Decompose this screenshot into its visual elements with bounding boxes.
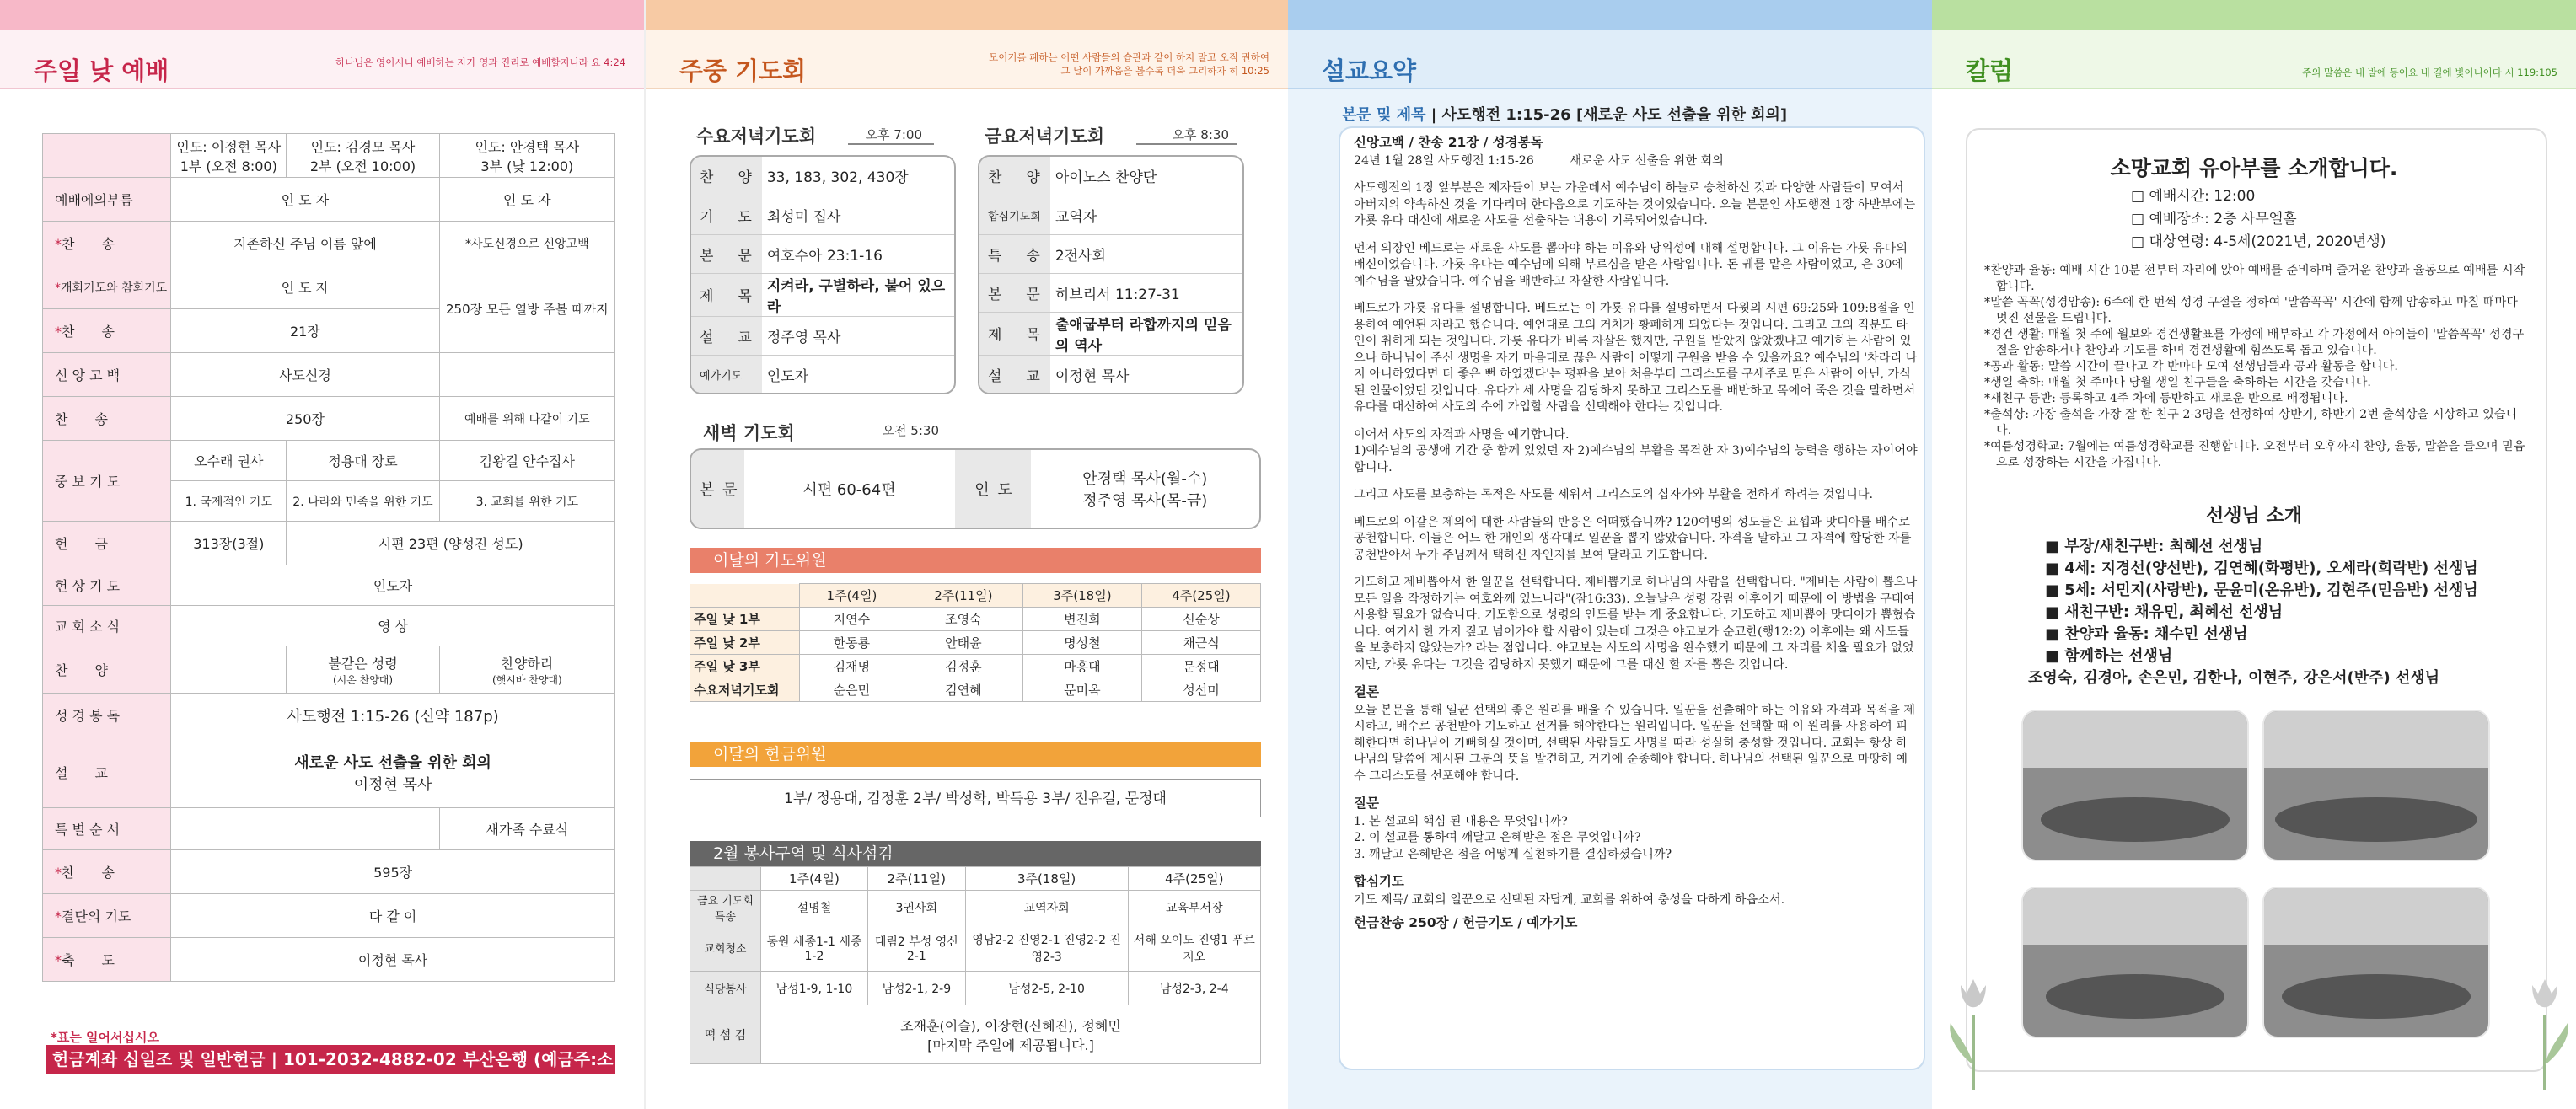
cell: 인 도 자 [171, 178, 439, 222]
table-row [979, 355, 1242, 394]
cell [287, 646, 439, 694]
cell-value: 최성미 집사 [762, 196, 954, 234]
rule [1136, 143, 1237, 145]
cell: 안태윤 [904, 631, 1022, 655]
top-strip [0, 0, 644, 30]
panel-header [0, 30, 644, 89]
table-row [690, 608, 1261, 631]
cell-key: 설 교 [979, 355, 1050, 394]
label-text: 결단의 기도 [62, 908, 131, 924]
teacher-line: ■ 함께하는 선생님 [2045, 647, 2173, 665]
cell: 250장 [171, 397, 439, 441]
cell: *사도신경으로 신앙고백 [439, 222, 614, 265]
cell-value: 인도자 [766, 367, 809, 385]
cell: 한동룡 [800, 631, 904, 655]
paragraph: 베드로의 이같은 제의에 대한 사람들의 반응은 어떠했습니까? 120여명의 성도들은 요셉과 맛디아를 배수로 공천합니다. 이들은 어느 한 개인의 생각대로 일꾼을 뽑지 않았습니다. 자격을 말하고 그 자격에 합당한 자를 공천받아서 누가 주님께서 택하신 자인지를 보여 달라고 기도합니다. [1354, 515, 1912, 562]
panel-title: 주중 기도회 [679, 56, 807, 85]
row-label: *결단의 기도 [43, 894, 171, 938]
cell-key: 제 목 [691, 273, 762, 316]
table-row [690, 891, 1261, 924]
row-label: *개회기도와 참회기도 [43, 265, 171, 309]
summary-paragraphs [1354, 180, 1919, 673]
teacher-line: ■ 4세: 지경선(양선반), 김연혜(화평반), 오세라(희락반) 선생님 [2045, 560, 2478, 577]
leader: 정주영 목사(목-금) [1082, 492, 1208, 510]
row-label: 헌 금 [43, 522, 171, 565]
question: 2. 이 설교를 통하여 깨달고 은혜받은 점은 무엇입니까? [1354, 831, 1641, 844]
photo-kids [2275, 797, 2477, 842]
program-list [1984, 263, 2532, 471]
program-item: *말씀 꼭꼭(성경암송): 6주에 한 번씩 성경 구절을 정하여 '말씀꼭꼭' 시간에 함께 암송하고 마칠 때마다 멋진 선물을 드립니다. [1984, 296, 2518, 325]
leader-2 [287, 134, 439, 178]
leader-name: 인도: 김경모 목사 [310, 138, 416, 155]
worship-order-table [42, 133, 615, 982]
teacher-line: ■ 5세: 서민지(사랑반), 문윤미(온유반), 김현주(믿음반) 선생님 [2045, 581, 2478, 599]
table-row [979, 273, 1242, 312]
table-row [979, 234, 1242, 273]
panel-title: 설교요약 [1322, 56, 1417, 85]
cell-value: 교역자 [1050, 196, 1242, 234]
row-label: 교 회 소 식 [43, 606, 171, 646]
program-item: *경건 생활: 매월 첫 주에 월보와 경건생활표를 가정에 배부하고 각 가정에서 아이들이 '말씀꼭꼭' 성경구절을 암송하거나 찬양과 기도를 하며 경건생활에 힘쓰도록 돕고 있습니다. [1984, 328, 2525, 357]
cell: 250장 모든 열방 주볼 때까지 [439, 265, 614, 353]
cell: 인 도 자 [439, 178, 614, 222]
paragraph: 베드로가 가룟 유다를 설명합니다. 베드로는 이 가룟 유다를 설명하면서 다윗의 시편 69:25와 109:8절을 인용하여 예언된 자라고 했습니다. 예언대로 그의 거처가 황폐하게 되었다는 것입니다. 그리고 그의 직분도 타인이 취하게 되는 것입니다. 가룟 유다가 비록 자살은 했지만, 구원을 받았지 않았겠냐고 예기하는 사람이 있으나 하나님이 주신 생명을 자기 마음대로 끊은 사람이 어떻게 구원을 받을 수 있을까요? 예수님의 '차라리 나지 아니하였다면 더 좋은 뻔 하였겠다'는 평판을 보아 처음부터 그리스도를 구세주로 믿은 사람이 아닌, 가식 된 인물이었던 것입니다. 유다가 세 사명을 감당하지 못하고 그리스도를 배반하고 목에어 죽은 것을 말하면서 유다를 대신하여 사도의 수에 가입할 사람을 선택해야 한다는 것입니다. [1354, 302, 1918, 414]
table-row [690, 584, 1261, 608]
cell: 시편 23편 (양성진 성도) [287, 522, 615, 565]
header-verse: 하나님은 영이시니 예배하는 자가 영과 진리로 예배할지니라 요 4:24 [335, 56, 625, 68]
row-label: 예배에의부름 [43, 178, 171, 222]
info-line: □ 예배장소: 2층 사무엘홀 [2131, 211, 2297, 228]
cell-key: 찬 양 [691, 157, 762, 196]
cell-value: 히브리서 11:27-31 [1050, 273, 1242, 312]
cell-value: 정주영 목사 [762, 316, 954, 355]
cell: 남성2-3, 2-4 [1128, 972, 1260, 1005]
empty-cell [439, 353, 614, 397]
column-header: 4주(25일) [1141, 584, 1260, 608]
row-label: *축 도 [43, 938, 171, 982]
teachers-list [2028, 536, 2478, 689]
cell-key: 합심기도회 [979, 196, 1050, 234]
stand-note: *표는 일어서십시오 [51, 1030, 159, 1045]
corner-cell [690, 584, 800, 608]
column-header: 1주(4일) [761, 867, 868, 891]
conclusion-text: 오늘 본문을 통해 일꾼 선택의 좋은 원리를 배울 수 있습니다. 일꾼을 선출해야 하는 이유와 자격과 목적을 제시하고, 배수로 공천받아 기도하고 선거를 해야한다는 원리입니다. 일꾼을 선택할 때 이 원리를 사용하여 피해한다면 하나님이 기뻐하실 것이며, 선택된 사람들도 사명을 따라 성실히 충성할 것입니다. 교회는 항상 하나님의 말씀에 제시된 그분의 뜻을 발견하고, 거기에 순종해야 합니다. 하나님의 선택된 일꾼으로 마땅히 예수 그리스도를 선포해야 합니다. [1354, 703, 1915, 783]
cell: 3권사회 [867, 891, 965, 924]
bank-account: 헌금계좌 십일조 및 일반헌금 | 101-2032-4882-02 부산은행 (예금주:소망교회) [46, 1045, 615, 1074]
cell: 김연혜 [904, 678, 1022, 702]
table-row [691, 157, 954, 196]
program-item: *출석상: 가장 출석을 가장 잘 한 친구 2-3명을 선정하여 상반기, 하반기 2번 출석상을 시상하고 있습니다. [1984, 408, 2518, 437]
cell-value: 2전사회 [1050, 234, 1242, 273]
row-label: 찬 송 [43, 397, 171, 441]
wed-heading [696, 123, 941, 148]
tulip-icon [1944, 964, 2003, 1090]
program-item: *새친구 등반: 등록하고 4주 차에 등반하고 새로운 반으로 배정됩니다. [1984, 392, 2348, 405]
photo-3 [2021, 887, 2249, 1038]
cell: 3. 교회를 위한 기도 [439, 481, 614, 522]
cell: 채근식 [1141, 631, 1260, 655]
row-label: 성 경 봉 독 [43, 694, 171, 737]
row-label: 헌 상 기 도 [43, 565, 171, 606]
row-label: 주일 낮 3부 [690, 655, 800, 678]
photo-bg [2023, 711, 2247, 768]
paragraph: 이어서 사도의 자격과 사명을 예기합니다. 1)예수님의 공생애 기간 중 함께 있었던 자 2)예수님의 부활을 목격한 자 3)예수님의 능력을 행하는 자이어야 합니다. [1354, 427, 1918, 474]
header-verse [989, 51, 1269, 78]
meal-names: 조재훈(이슬), 이장현(신혜진), 정혜민 [900, 1017, 1121, 1034]
prayer-heading: 합심기도 [1354, 874, 1404, 889]
verse-line: 모이기를 폐하는 어떤 사람들의 습관과 같이 하지 말고 오직 권하여 [989, 51, 1269, 63]
time: 오전 5:30 [882, 423, 939, 438]
prayer-text: 기도 제목/ 교회의 일꾼으로 선택된 자답게, 교회를 위하여 충성을 다하게 하옵소서. [1354, 892, 1785, 907]
panel-title: 칼럼 [1966, 56, 2014, 85]
time: 오후 7:00 [865, 127, 922, 142]
cell [171, 737, 615, 808]
teacher-line: ■ 부장/새친구반: 최혜선 선생님 [2045, 538, 2263, 555]
cell: 설명철 [761, 891, 868, 924]
label-text: 찬 송 [62, 865, 115, 881]
cell-value: 이정현 목사 [1055, 367, 1130, 385]
paragraph: 그리고 사도를 보충하는 목적은 사도를 세워서 그리스도의 십자가와 부활을 전하게 하려는 것입니다. [1354, 488, 1874, 501]
top-strip [1288, 0, 1932, 30]
closing-line: 헌금찬송 250장 / 헌금기도 / 예가기도 [1354, 915, 1578, 930]
teachers-title: 선생님 소개 [2206, 506, 2302, 527]
row-label: 교회청소 [690, 924, 761, 972]
service-table [690, 866, 1261, 1064]
cell-key: 찬 양 [979, 157, 1050, 196]
photo-kids [2282, 974, 2470, 1019]
program-item: *공과 활동: 말씀 시간이 끝나고 각 반마다 모여 선생님들과 공과 활동을 합니다. [1984, 360, 2398, 373]
passage-label: 본문 및 제목 [1342, 106, 1426, 124]
prayer-committee-table [690, 583, 1261, 702]
label-text: 찬 송 [62, 236, 115, 252]
row-label: 식당봉사 [690, 972, 761, 1005]
cell: 김정훈 [904, 655, 1022, 678]
question: 3. 깨달고 은혜받은 점을 어떻게 실천하기를 결심하셨습니까? [1354, 847, 1672, 861]
leader-name: 인도: 이정현 목사 [176, 138, 282, 155]
program-item: *생일 축하: 매월 첫 주마다 당월 생일 친구들을 축하하는 시간을 갖습니다. [1984, 376, 2371, 389]
anthem-title: 불같은 성령 [328, 655, 398, 672]
cell-value: 아이노스 찬양단 [1050, 157, 1242, 196]
table-row [691, 196, 954, 234]
photo-4 [2262, 887, 2490, 1038]
prayer-committee-bar: 이달의 기도위원 [690, 548, 1261, 573]
photo-bg [2023, 888, 2247, 945]
row-label: 특 별 순 서 [43, 808, 171, 850]
cell [761, 1005, 1261, 1064]
cell: 1. 국제적인 기도 [171, 481, 287, 522]
offering-committee-bar: 이달의 헌금위원 [690, 742, 1261, 767]
cell: 문정대 [1141, 655, 1260, 678]
summary-body [1354, 135, 1919, 934]
cell: 예배를 위해 다같이 기도 [439, 397, 614, 441]
question: 1. 본 설교의 핵심 된 내용은 무엇입니까? [1354, 814, 1568, 828]
passage-title: 본문 및 제목 | 사도행전 1:15-26 [새로운 사도 선출을 위한 회의] [1342, 106, 1788, 124]
time: 오후 8:30 [1172, 127, 1229, 142]
program-item: *여름성경학교: 7월에는 여름성경학교를 진행합니다. 오전부터 오후까지 찬양, 율동, 말씀을 들으며 믿음으로 성장하는 시간을 가집니다. [1984, 440, 2525, 469]
cell: 성선미 [1141, 678, 1260, 702]
heading-text: 수요저녁기도회 [696, 126, 817, 147]
offering-committee-text: 1부/ 정용대, 김정훈 2부/ 박성학, 박득용 3부/ 전유길, 문정대 [690, 779, 1261, 817]
empty-cell [171, 646, 287, 694]
corner-cell [43, 134, 171, 178]
cell: 대림2 부성 영신2-1 [867, 924, 965, 972]
column-header: 3주(18일) [1022, 584, 1141, 608]
row-label: 신 앙 고 백 [43, 353, 171, 397]
leader: 안경택 목사(월-수) [1082, 470, 1208, 488]
teacher-line: 조영숙, 김경아, 손은민, 김한나, 이현주, 강은서(반주) 선생님 [2028, 669, 2440, 687]
cell: 21장 [171, 309, 439, 353]
wed-table [691, 157, 954, 394]
tulip-icon [2515, 964, 2574, 1090]
paragraph: 기도하고 제비뽑아서 한 일꾼을 선택합니다. 제비뽑기로 하나님의 사람을 선택합니다. "제비는 사람이 뽑으나 모든 일을 작정하기는 여호와께 있느니라"(잠16:33). 오늘날은 성령 강림 이후이기 때문에 이 방법을 구태여 사용할 필요가 없습니다. 기도함으로 성령의 인도를 받는 게 중요합니다. 기도하고 제비뽑아 맛디아가 뽑혔습니다. 여기서 한 가지 짚고 넘어가야 할 사람이 있는데 그것은 야고보가 순교한(행12:2) 이후에는 왜 사도들을 보충하지 않았는가? 라는 점입니다. 야고보는 사도의 사명을 완수했기 때문에 그 자리를 채울 필요가 없었지만, 가룟 유다는 그것을 감당하지 못했기 때문에 그를 대신 할 자를 뽑은 것입니다. [1354, 576, 1918, 672]
cell-value: 지켜라, 구별하라, 붙어 있으라 [762, 273, 954, 316]
table-row [691, 273, 954, 316]
cell: 남성2-1, 2-9 [867, 972, 965, 1005]
cell: 교역자회 [965, 891, 1128, 924]
cell: 동원 세종1-1 세종1-2 [761, 924, 868, 972]
cell: 남성1-9, 1-10 [761, 972, 868, 1005]
row-label: 중 보 기 도 [43, 441, 171, 522]
conclusion-heading: 결론 [1354, 684, 1379, 699]
cell: 사도행전 1:15-26 (신약 187p) [171, 694, 615, 737]
leader-1 [171, 134, 287, 178]
column-header: 2주(11일) [904, 584, 1022, 608]
cell: 남성2-5, 2-10 [965, 972, 1128, 1005]
cell: 사도신경 [171, 353, 439, 397]
service-bar: 2월 봉사구역 및 식사섬김 [690, 841, 1261, 866]
empty-cell [171, 808, 439, 850]
fri-box [978, 155, 1244, 394]
dawn-box [690, 448, 1261, 529]
column-header: 3주(18일) [965, 867, 1128, 891]
cell: 교육부서장 [1128, 891, 1260, 924]
cell [439, 646, 614, 694]
row-label: *찬 송 [43, 222, 171, 265]
cell: 순은민 [800, 678, 904, 702]
dawn-heading [703, 420, 947, 445]
panel-title: 주일 낮 예배 [34, 56, 169, 85]
panel-header [1932, 30, 2576, 89]
cell: 서해 오이도 진영1 푸르지오 [1128, 924, 1260, 972]
cell: 명성철 [1022, 631, 1141, 655]
table-row [979, 157, 1242, 196]
row-label: 주일 낮 1부 [690, 608, 800, 631]
table-row [690, 1005, 1261, 1064]
cell: 지연수 [800, 608, 904, 631]
choir: (햇시바 찬양대) [491, 673, 562, 686]
table-row [979, 196, 1242, 234]
info-line: □ 예배시간: 12:00 [2131, 188, 2256, 205]
photo-2 [2262, 710, 2490, 861]
paragraph: 사도행전의 1장 앞부분은 제자들이 보는 가운데서 예수님이 하늘로 승천하신 것과 다양한 사람들이 모여서 아버지의 약속하신 것을 기다리며 한마음으로 기도하는 것이었습니다. 오늘 본문인 사도행전 1장 하반부에는 가룟 유다 대신에 새로운 사도를 선출하는 내용이 기록되어있습니다. [1354, 181, 1916, 228]
cell: 정용대 장로 [287, 441, 439, 481]
teacher-line: ■ 찬양과 율동: 채수민 선생님 [2045, 625, 2248, 643]
heading-text: 금요저녁기도회 [985, 126, 1105, 147]
row-label: *찬 송 [43, 309, 171, 353]
preacher: 이정현 목사 [353, 775, 432, 794]
table-row [690, 867, 1261, 891]
table-row [690, 972, 1261, 1005]
table-row [690, 678, 1261, 702]
cell-key: 설 교 [691, 316, 762, 355]
row-label: 금요 기도회 특송 [690, 891, 761, 924]
cell-value: 33, 183, 302, 430장 [762, 157, 954, 196]
photo-kids [2046, 974, 2225, 1019]
service-time: 2부 (오전 10:00) [309, 158, 416, 174]
teacher-line: ■ 새친구반: 채유민, 최혜선 선생님 [2045, 603, 2284, 621]
cell-key: 인 도 [955, 450, 1031, 528]
table-row [691, 316, 954, 355]
column-header: 2주(11일) [867, 867, 965, 891]
cell: 인도자 [171, 565, 615, 606]
paragraph: 먼저 의장인 베드로는 새로운 사도를 뽑아야 하는 이유와 당위성에 대해 설명합니다. 그 이유는 가룟 유다의 배신이었습니다. 가룟 유다는 예수님에 의해 부르심을 받은 사람입니다. 돈 궤를 맡은 사람이었고, 은 30에 예수님을 팔았습니다. 예수님을 배반하고 자살한 사람입니다. [1354, 241, 1908, 288]
row-label: 떡 섬 김 [690, 1005, 761, 1064]
cell: 신순상 [1141, 608, 1260, 631]
heading-text: 새벽 기도회 [703, 423, 795, 443]
cell: 김재명 [800, 655, 904, 678]
label-text: 찬 송 [62, 324, 115, 340]
worship-order-panel [0, 0, 644, 1109]
cell-value [1031, 450, 1260, 528]
cell: 변진희 [1022, 608, 1141, 631]
cell: 이정현 목사 [171, 938, 615, 982]
panel-header [1288, 30, 1932, 89]
cell: 인 도 자 [171, 265, 439, 309]
table-row [690, 655, 1261, 678]
corner-cell [690, 867, 761, 891]
row-label: 찬 양 [43, 646, 171, 694]
cell: 영남2-2 진영2-1 진영2-2 진영2-3 [965, 924, 1128, 972]
dawn-table [691, 450, 1259, 528]
cell: 595장 [171, 850, 615, 894]
cell-value: 출애굽부터 라합까지의 믿음의 역사 [1050, 312, 1242, 355]
cell-key: 예가기도 [691, 355, 762, 394]
column-panel [1932, 0, 2576, 1109]
photo-bg [2264, 711, 2488, 768]
passage-text: 사도행전 1:15-26 [새로운 사도 선출을 위한 회의] [1441, 106, 1788, 124]
cell: 김왕길 안수집사 [439, 441, 614, 481]
photo-bg [2264, 888, 2488, 945]
table-row [690, 924, 1261, 972]
verse-line: 그 날이 가까움을 볼수록 더욱 그리하자 히 10:25 [1060, 65, 1269, 77]
sermon-summary-panel [1288, 0, 1932, 1109]
cell-key: 특 송 [979, 234, 1050, 273]
top-strip [646, 0, 1288, 30]
questions-heading: 질문 [1354, 796, 1379, 811]
cell-key: 본 문 [979, 273, 1050, 312]
anthem-title: 찬양하리 [501, 655, 554, 672]
section-heading: 신앙고백 / 찬송 21장 / 성경봉독 [1354, 135, 1543, 150]
cell-value: 여호수아 23:1-16 [762, 234, 954, 273]
nursery-info [2131, 185, 2385, 254]
cell-key: 기 도 [691, 196, 762, 234]
program-item: *찬양과 율동: 예배 시간 10분 전부터 자리에 앉아 예배를 준비하며 즐거운 찬양과 율동으로 예배를 시작합니다. [1984, 264, 2525, 293]
sermon-title: 새로운 사도 선출을 위한 회의 [294, 753, 491, 772]
cell: 마흥대 [1022, 655, 1141, 678]
row-label: *찬 송 [43, 850, 171, 894]
cell: 다 같 이 [171, 894, 615, 938]
rule [848, 143, 934, 145]
questions [1354, 814, 1919, 864]
photo-1 [2021, 710, 2249, 861]
date-line: 24년 1월 28일 사도행전 1:15-26 새로운 사도 선출을 위한 회의 [1354, 153, 1724, 168]
cell: 새가족 수료식 [439, 808, 614, 850]
weekday-prayer-panel [644, 0, 1288, 1109]
table-row [691, 355, 954, 394]
cell-key: 본 문 [691, 234, 762, 273]
table-row [979, 312, 1242, 355]
cell: 313장(3절) [171, 522, 287, 565]
leader-3 [439, 134, 614, 178]
meal-note: [마지막 주일에 제공됩니다.] [927, 1037, 1094, 1053]
cell: 오수래 권사 [171, 441, 287, 481]
row-label: 수요저녁기도회 [690, 678, 800, 702]
column-title: 소망교회 유아부를 소개합니다. [2110, 156, 2398, 180]
cell: 영 상 [171, 606, 615, 646]
cell: 문미옥 [1022, 678, 1141, 702]
table-row [691, 234, 954, 273]
wed-box [690, 155, 956, 394]
cell-key: 본 문 [691, 450, 744, 528]
cell: 지존하신 주님 이름 앞에 [171, 222, 439, 265]
row-label: 주일 낮 2부 [690, 631, 800, 655]
header-verse: 주의 말씀은 내 발에 등이요 내 길에 빛이니이다 시 119:105 [2302, 67, 2557, 78]
choir: (시온 찬양대) [332, 673, 394, 686]
column-header: 4주(25일) [1128, 867, 1260, 891]
table-row [690, 631, 1261, 655]
fri-heading [985, 123, 1229, 148]
label-text: 축 도 [62, 952, 115, 968]
fri-table [979, 157, 1242, 394]
label-text: 개회기도와 참회기도 [61, 281, 168, 295]
top-strip [1932, 0, 2576, 30]
cell-key: 제 목 [979, 312, 1050, 355]
leader-name: 인도: 안경택 목사 [475, 138, 580, 155]
info-line: □ 대상연령: 4-5세(2021년, 2020년생) [2131, 233, 2386, 250]
row-label: 설 교 [43, 737, 171, 808]
column-header: 1주(4일) [800, 584, 904, 608]
photo-kids [2041, 797, 2229, 842]
service-time: 3부 (낮 12:00) [480, 158, 574, 174]
cell: 조영숙 [904, 608, 1022, 631]
cell: 2. 나라와 민족을 위한 기도 [287, 481, 439, 522]
cell-value: 시편 60-64편 [802, 481, 896, 499]
service-time: 1부 (오전 8:00) [180, 158, 277, 174]
panel-header [646, 30, 1288, 89]
